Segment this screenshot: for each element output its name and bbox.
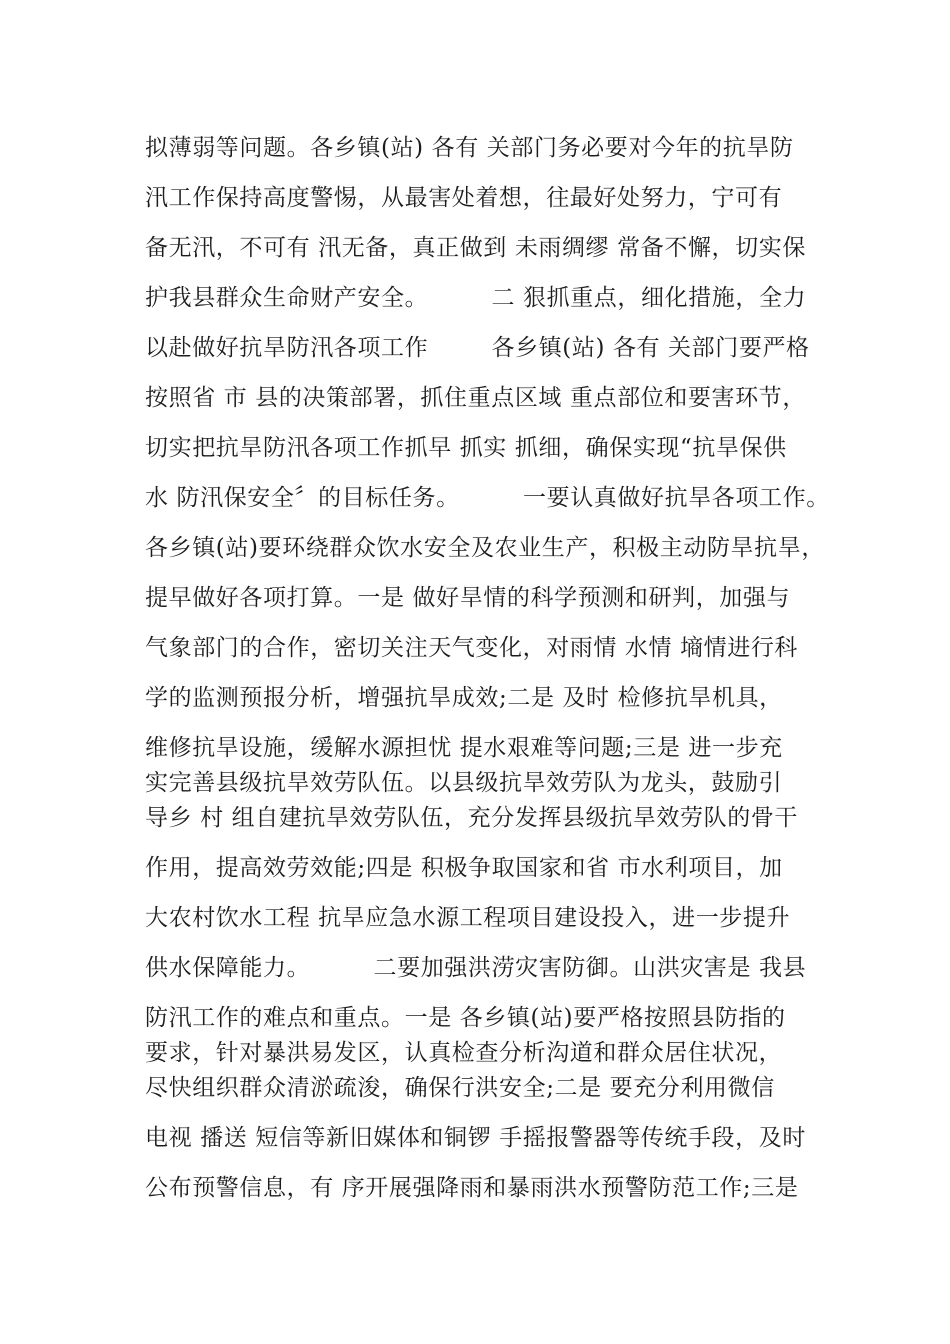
text-line: 防汛工作的难点和重点。一是 各乡镇(站)要严格按照县防指的: [145, 1005, 786, 1031]
text-line: 供水保障能力。 二要加强洪涝灾害防御。山洪灾害是 我县: [145, 955, 807, 981]
text-line: 提早做好各项打算。一是 做好旱情的科学预测和研判，加强与: [145, 585, 791, 611]
text-line: 水 防汛保安全〞的目标任务。 一要认真做好抗旱各项工作。: [145, 485, 830, 511]
text-line: 气象部门的合作，密切关注天气变化，对雨情 水情 墒情进行科: [145, 635, 799, 661]
text-line: 作用，提高效劳效能;四是 积极争取国家和省 市水利项目，加: [145, 855, 783, 881]
text-line: 要求，针对暴洪易发区，认真检查分析沟道和群众居住状况，: [145, 1040, 783, 1066]
text-line: 公布预警信息，有 序开展强降雨和暴雨洪水预警防范工作;三是: [145, 1175, 799, 1201]
text-line: 拟薄弱等问题。各乡镇(站) 各有 关部门务必要对今年的抗旱防: [145, 135, 794, 161]
text-line: 护我县群众生命财产安全。 二 狠抓重点，细化措施，全力: [145, 285, 807, 311]
text-line: 维修抗旱设施，缓解水源担忧 提水艰难等问题;三是 进一步充: [145, 735, 783, 761]
text-line: 尽快组织群众清淤疏浚，确保行洪安全;二是 要充分利用微信: [145, 1075, 775, 1101]
text-line: 大农村饮水工程 抗旱应急水源工程项目建设投入，进一步提升: [145, 905, 791, 931]
text-line: 电视 播送 短信等新旧媒体和铜锣 手摇报警器等传统手段，及时: [145, 1125, 806, 1151]
text-line: 各乡镇(站)要环绕群众饮水安全及农业生产，积极主动防旱抗旱，: [145, 535, 825, 561]
text-line: 备无汛，不可有 汛无备，真正做到 未雨绸缪 常备不懈，切实保: [145, 235, 806, 261]
text-line: 实完善县级抗旱效劳队伍。以县级抗旱效劳队为龙头，鼓励引: [145, 770, 783, 796]
text-line: 以赴做好抗旱防汛各项工作 各乡镇(站) 各有 关部门要严格: [145, 335, 810, 361]
text-line: 切实把抗旱防汛各项工作抓早 抓实 抓细，确保实现“抗旱保供: [145, 435, 787, 461]
text-line: 导乡 村 组自建抗旱效劳队伍，充分发挥县级抗旱效劳队的骨干: [145, 805, 799, 831]
text-line: 学的监测预报分析，增强抗旱成效;二是 及时 检修抗旱机具，: [145, 685, 783, 711]
text-line: 按照省 市 县的决策部署，抓住重点区域 重点部位和要害环节，: [145, 385, 806, 411]
text-line: 汛工作保持高度警惕，从最害处着想，往最好处努力，宁可有: [145, 185, 783, 211]
